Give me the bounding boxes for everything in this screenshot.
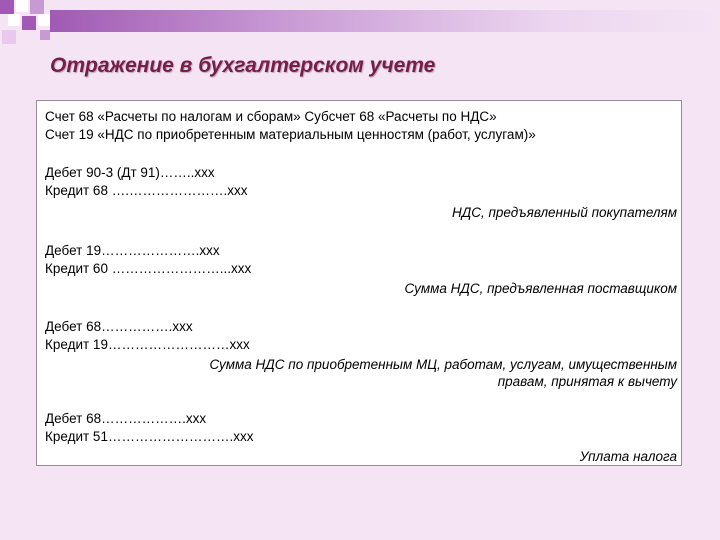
entry-2-debit: Дебет 19………………….ххх (45, 243, 220, 258)
entry-4-credit: Кредит 51……………………….ххх (45, 429, 254, 444)
decor-square-5 (22, 16, 36, 30)
entry-3-note-line-1: Сумма НДС по приобретенным МЦ, работам, услугам, имущественным (209, 357, 677, 372)
entry-2-credit: Кредит 60 ……………………...ххх (45, 261, 252, 276)
decor-square-3 (30, 0, 44, 14)
account-line-1: Счет 68 «Расчеты по налогам и сборам» Субсчет 68 «Расчеты по НДС» (45, 109, 497, 124)
decor-square-7 (2, 30, 16, 44)
slide-title: Отражение в бухгалтерском учете (50, 54, 436, 77)
content-box (36, 100, 682, 466)
entry-3-note-line-2: правам, принятая к вычету (497, 374, 677, 389)
entry-3-debit: Дебет 68…………….ххх (45, 319, 193, 334)
entry-1-note: НДС, предъявленный покупателям (451, 205, 677, 220)
decor-square-4 (8, 14, 20, 26)
decor-square-6 (38, 14, 50, 26)
decor-square-8 (40, 30, 50, 40)
decor-square-2 (16, 0, 28, 12)
header-bar (50, 10, 720, 32)
entry-1-debit: Дебет 90-3 (Дт 91)……..ххх (45, 165, 215, 180)
entry-2-note: Сумма НДС, предъявленная поставщиком (404, 281, 677, 296)
entry-4-note: Уплата налога (579, 449, 677, 464)
decor-square-1 (0, 0, 14, 14)
account-line-2: Счет 19 «НДС по приобретенным материальным ценностям (работ, услугам)» (45, 127, 536, 142)
entry-3-credit: Кредит 19………………………ххх (45, 337, 250, 352)
entry-1-credit: Кредит 68 ….………………….ххх (45, 183, 248, 198)
entry-4-debit: Дебет 68……………….ххх (45, 411, 207, 426)
